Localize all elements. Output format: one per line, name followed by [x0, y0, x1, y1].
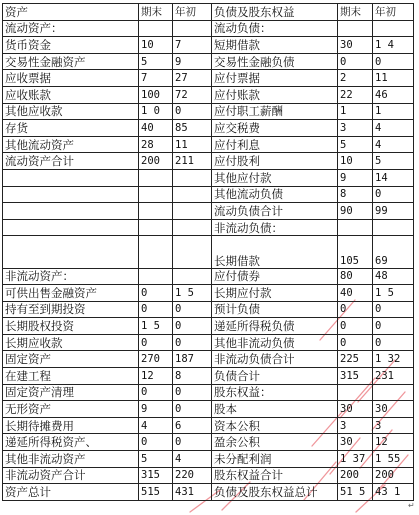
liability-name-cell: 预计负债 — [212, 301, 338, 318]
asset-name-cell: 存货 — [3, 120, 139, 137]
asset-end-cell — [139, 20, 173, 37]
liability-begin-cell: 1 — [373, 103, 414, 120]
asset-begin-cell: 0 — [173, 318, 212, 335]
liability-end-cell: 0 — [338, 334, 373, 351]
liability-name-cell: 长期应付款 — [212, 285, 338, 302]
asset-begin-cell — [173, 203, 212, 220]
asset-name-cell: 递延所得税资产、 — [3, 434, 139, 451]
liability-begin-cell: 99 — [373, 203, 414, 220]
asset-end-cell: 1 5 — [139, 318, 173, 335]
liability-name-cell: 未分配利润 — [212, 451, 338, 468]
liability-name-cell: 非流动负债合计 — [212, 351, 338, 368]
table-row — [3, 120, 414, 137]
table-row — [3, 434, 414, 451]
asset-begin-cell: 1 5 — [173, 285, 212, 302]
asset-end-cell: 5 — [139, 451, 173, 468]
asset-end-cell: 期末 — [139, 4, 173, 21]
asset-begin-cell — [173, 169, 212, 186]
liability-begin-cell: 1 55 — [373, 451, 414, 468]
liability-begin-cell: 年初 — [373, 4, 414, 21]
table-row — [3, 368, 414, 385]
asset-begin-cell: 85 — [173, 120, 212, 137]
liability-name-cell: 交易性金融负债 — [212, 53, 338, 70]
asset-name-cell: 长期应收款 — [3, 334, 139, 351]
liability-name-cell: 负债合计 — [212, 368, 338, 385]
liability-name-cell: 短期借款 — [212, 37, 338, 54]
liability-name-cell: 负债及股东权益总计 — [212, 484, 338, 501]
liability-end-cell: 2 — [338, 70, 373, 87]
asset-begin-cell: 431 — [173, 484, 212, 501]
asset-begin-cell: 220 — [173, 467, 212, 484]
paragraph-mark: ↵ — [408, 501, 415, 510]
asset-begin-cell: 187 — [173, 351, 212, 368]
asset-end-cell — [139, 203, 173, 220]
table-row — [3, 401, 414, 418]
table-row — [3, 384, 414, 401]
asset-name-cell: 流动资产合计 — [3, 153, 139, 170]
asset-end-cell: 515 — [139, 484, 173, 501]
liability-name-cell: 其他应付款 — [212, 169, 338, 186]
liability-begin-cell: 0 — [373, 301, 414, 318]
table-row — [3, 203, 414, 220]
table-row — [3, 285, 414, 302]
asset-name-cell: 应收票据 — [3, 70, 139, 87]
asset-name-cell: 其他应收款 — [3, 103, 139, 120]
asset-begin-cell: 0 — [173, 434, 212, 451]
asset-begin-cell — [173, 236, 212, 268]
asset-begin-cell: 27 — [173, 70, 212, 87]
asset-begin-cell: 0 — [173, 334, 212, 351]
liability-name-cell: 应付票据 — [212, 70, 338, 87]
liability-begin-cell: 5 — [373, 153, 414, 170]
liability-begin-cell: 1 5 — [373, 285, 414, 302]
liability-begin-cell: 3 — [373, 417, 414, 434]
asset-begin-cell — [173, 20, 212, 37]
liability-begin-cell — [373, 20, 414, 37]
table-row — [3, 186, 414, 203]
table-row — [3, 70, 414, 87]
asset-begin-cell: 6 — [173, 417, 212, 434]
asset-end-cell: 0 — [139, 384, 173, 401]
asset-begin-cell: 年初 — [173, 4, 212, 21]
asset-begin-cell: 11 — [173, 136, 212, 153]
liability-name-cell: 应付债券 — [212, 268, 338, 285]
asset-end-cell: 7 — [139, 70, 173, 87]
asset-name-cell: 流动资产： — [3, 20, 139, 37]
asset-end-cell: 1 0 — [139, 103, 173, 120]
liability-end-cell: 0 — [338, 301, 373, 318]
liability-begin-cell: 12 — [373, 434, 414, 451]
asset-begin-cell — [173, 268, 212, 285]
asset-end-cell: 270 — [139, 351, 173, 368]
asset-name-cell: 长期股权投资 — [3, 318, 139, 335]
asset-end-cell: 9 — [139, 401, 173, 418]
liability-end-cell: 80 — [338, 268, 373, 285]
liability-end-cell: 30 — [338, 37, 373, 54]
asset-end-cell: 0 — [139, 334, 173, 351]
liability-end-cell: 225 — [338, 351, 373, 368]
liability-name-cell: 应付股利 — [212, 153, 338, 170]
liability-end-cell: 1 37 — [338, 451, 373, 468]
asset-name-cell: 货币资金 — [3, 37, 139, 54]
table-row — [3, 20, 414, 37]
liability-begin-cell: 0 — [373, 334, 414, 351]
asset-name-cell: 非流动资产： — [3, 268, 139, 285]
asset-name-cell: 在建工程 — [3, 368, 139, 385]
asset-name-cell — [3, 186, 139, 203]
liability-name-cell: 其他流动负债 — [212, 186, 338, 203]
table-row — [3, 417, 414, 434]
table-row — [3, 484, 414, 501]
liability-begin-cell: 231 — [373, 368, 414, 385]
asset-name-cell — [3, 236, 139, 268]
liability-end-cell: 30 — [338, 401, 373, 418]
liability-end-cell: 3 — [338, 417, 373, 434]
liability-begin-cell: 11 — [373, 70, 414, 87]
table-row — [3, 103, 414, 120]
liability-begin-cell: 43 1 — [373, 484, 414, 501]
liability-begin-cell — [373, 384, 414, 401]
liability-end-cell: 期末 — [338, 4, 373, 21]
liability-name-cell: 长期借款 — [212, 236, 338, 268]
asset-begin-cell: 7 — [173, 37, 212, 54]
asset-name-cell: 非流动资产合计 — [3, 467, 139, 484]
asset-end-cell: 100 — [139, 86, 173, 103]
liability-begin-cell: 200 — [373, 467, 414, 484]
table-row — [3, 37, 414, 54]
liability-begin-cell: 1 4 — [373, 37, 414, 54]
liability-end-cell: 315 — [338, 368, 373, 385]
liability-name-cell: 其他非流动负债 — [212, 334, 338, 351]
asset-begin-cell: 4 — [173, 451, 212, 468]
liability-name-cell: 流动负债： — [212, 20, 338, 37]
asset-begin-cell: 211 — [173, 153, 212, 170]
asset-begin-cell: 0 — [173, 401, 212, 418]
liability-name-cell: 股东权益合计 — [212, 467, 338, 484]
asset-begin-cell: 0 — [173, 103, 212, 120]
asset-begin-cell — [173, 219, 212, 236]
table-row — [3, 268, 414, 285]
liability-name-cell: 流动负债合计 — [212, 203, 338, 220]
asset-name-cell: 固定资产清理 — [3, 384, 139, 401]
asset-name-cell: 其他流动资产 — [3, 136, 139, 153]
asset-name-cell — [3, 203, 139, 220]
liability-end-cell: 0 — [338, 318, 373, 335]
table-row — [3, 467, 414, 484]
liability-begin-cell: 1 32 — [373, 351, 414, 368]
liability-begin-cell: 46 — [373, 86, 414, 103]
liability-begin-cell: 4 — [373, 136, 414, 153]
asset-name-cell: 长期待摊费用 — [3, 417, 139, 434]
liability-name-cell: 应付利息 — [212, 136, 338, 153]
asset-begin-cell: 8 — [173, 368, 212, 385]
liability-begin-cell: 0 — [373, 186, 414, 203]
liability-end-cell: 10 — [338, 153, 373, 170]
liability-end-cell: 22 — [338, 86, 373, 103]
asset-name-cell: 交易性金融资产 — [3, 53, 139, 70]
header-row — [3, 4, 414, 21]
asset-end-cell: 0 — [139, 301, 173, 318]
asset-begin-cell: 0 — [173, 301, 212, 318]
asset-name-cell: 应收账款 — [3, 86, 139, 103]
liability-begin-cell: 30 — [373, 401, 414, 418]
table-row — [3, 219, 414, 236]
liability-end-cell: 0 — [338, 53, 373, 70]
liability-end-cell: 5 — [338, 136, 373, 153]
liability-end-cell: 51 5 — [338, 484, 373, 501]
asset-begin-cell — [173, 186, 212, 203]
liability-end-cell: 200 — [338, 467, 373, 484]
liability-end-cell — [338, 384, 373, 401]
liability-name-cell: 应付账款 — [212, 86, 338, 103]
liability-end-cell: 90 — [338, 203, 373, 220]
table-row — [3, 53, 414, 70]
table-row — [3, 86, 414, 103]
asset-name-cell: 其他非流动资产 — [3, 451, 139, 468]
liability-name-cell: 股东权益： — [212, 384, 338, 401]
asset-name-cell: 固定资产 — [3, 351, 139, 368]
liability-begin-cell — [373, 219, 414, 236]
table-row — [3, 301, 414, 318]
asset-end-cell: 4 — [139, 417, 173, 434]
liability-name-cell: 盈余公积 — [212, 434, 338, 451]
liability-end-cell: 3 — [338, 120, 373, 137]
liability-end-cell: 8 — [338, 186, 373, 203]
balance-sheet-table — [2, 3, 414, 501]
table-row — [3, 451, 414, 468]
table-row — [3, 236, 414, 268]
asset-end-cell: 10 — [139, 37, 173, 54]
liability-end-cell — [338, 20, 373, 37]
asset-end-cell: 5 — [139, 53, 173, 70]
asset-end-cell: 40 — [139, 120, 173, 137]
asset-begin-cell: 9 — [173, 53, 212, 70]
liability-end-cell: 1 — [338, 103, 373, 120]
asset-begin-cell: 72 — [173, 86, 212, 103]
asset-end-cell: 200 — [139, 153, 173, 170]
asset-end-cell — [139, 169, 173, 186]
table-row — [3, 169, 414, 186]
asset-end-cell: 0 — [139, 285, 173, 302]
liability-end-cell: 105 — [338, 236, 373, 268]
liability-end-cell — [338, 219, 373, 236]
liability-begin-cell: 14 — [373, 169, 414, 186]
liability-name-cell: 股本 — [212, 401, 338, 418]
table-row — [3, 351, 414, 368]
asset-name-cell: 资产 — [3, 4, 139, 21]
liability-name-cell: 资本公积 — [212, 417, 338, 434]
asset-name-cell: 无形资产 — [3, 401, 139, 418]
asset-name-cell — [3, 219, 139, 236]
asset-end-cell — [139, 268, 173, 285]
asset-end-cell: 0 — [139, 434, 173, 451]
liability-end-cell: 40 — [338, 285, 373, 302]
liability-name-cell: 应交税费 — [212, 120, 338, 137]
asset-end-cell: 28 — [139, 136, 173, 153]
liability-begin-cell: 69 — [373, 236, 414, 268]
asset-name-cell — [3, 169, 139, 186]
asset-name-cell: 可供出售金融资产 — [3, 285, 139, 302]
liability-begin-cell: 4 — [373, 120, 414, 137]
liability-name-cell: 负债及股东权益 — [212, 4, 338, 21]
asset-name-cell: 持有至到期投资 — [3, 301, 139, 318]
liability-begin-cell: 48 — [373, 268, 414, 285]
asset-end-cell — [139, 186, 173, 203]
table-row — [3, 318, 414, 335]
liability-end-cell: 9 — [338, 169, 373, 186]
asset-begin-cell: 0 — [173, 384, 212, 401]
table-row — [3, 153, 414, 170]
asset-end-cell: 315 — [139, 467, 173, 484]
asset-end-cell — [139, 236, 173, 268]
liability-begin-cell: 0 — [373, 53, 414, 70]
table-row — [3, 334, 414, 351]
table-row — [3, 136, 414, 153]
liability-name-cell: 应付职工薪酬 — [212, 103, 338, 120]
liability-end-cell: 30 — [338, 434, 373, 451]
asset-end-cell — [139, 219, 173, 236]
liability-name-cell: 非流动负债： — [212, 219, 338, 236]
asset-name-cell: 资产总计 — [3, 484, 139, 501]
liability-begin-cell: 0 — [373, 318, 414, 335]
asset-end-cell: 12 — [139, 368, 173, 385]
liability-name-cell: 递延所得税负债 — [212, 318, 338, 335]
